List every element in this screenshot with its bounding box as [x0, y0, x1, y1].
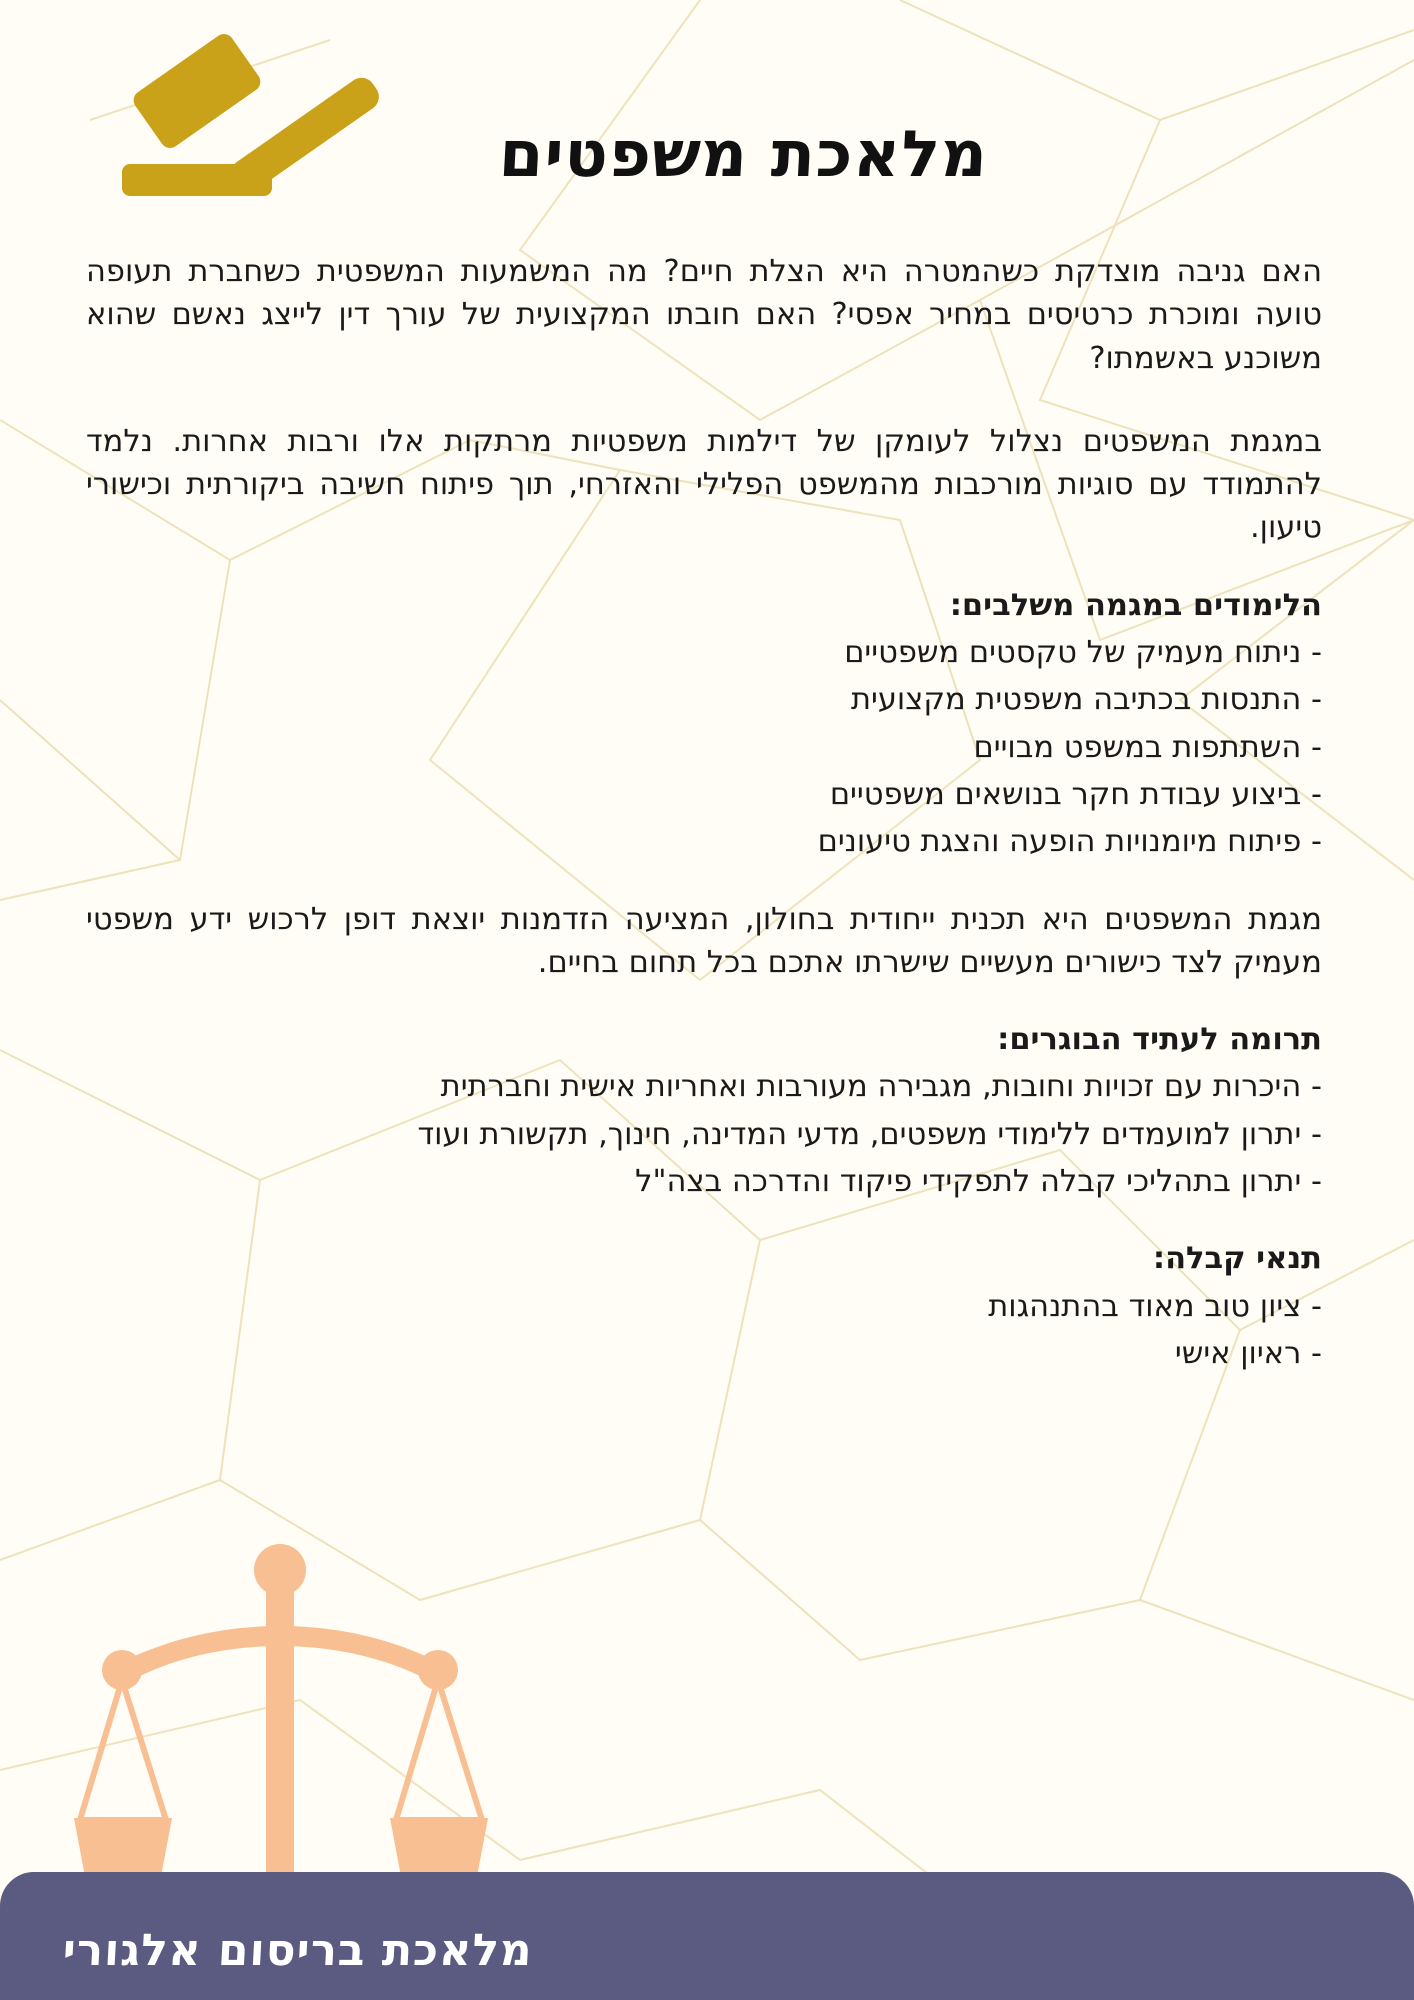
list-item: - יתרון בתהליכי קבלה לתפקידי פיקוד והדרכה בצה"ל [635, 1164, 1322, 1200]
list-item: - השתתפות במשפט מבויים [973, 729, 1322, 765]
intro-paragraph-2: במגמת המשפטים נצלול לעומקן של דילמות משפטיות מרתקות אלו ורבות אחרות. נלמד להתמודד עם סוגיות מורכבות מהמשפט הפלילי והאזרחי, תוך פיתוח חשיבה ביקורתית וכישורי טיעון. [86, 423, 1322, 546]
section-studies [86, 584, 1322, 864]
list-item: - יתרון למועמדים ללימודי משפטים, מדעי המדינה, חינוך, תקשורת ועוד [417, 1116, 1322, 1152]
list-item: - התנסות בכתיבה משפטית מקצועית [850, 682, 1322, 718]
list-item: - ציון טוב מאוד בהתנהגות [988, 1288, 1322, 1324]
poster-footer [0, 1872, 1414, 2000]
page-title: מלאכת משפטים [489, 118, 990, 192]
gavel-icon [100, 22, 400, 222]
list-item: - ניתוח מעמיק של טקסטים משפטיים [844, 635, 1322, 671]
program-paragraph: מגמת המשפטים היא תכנית ייחודית בחולון, המציעה הזדמנות יוצאת דופן לרכוש ידע משפטי מעמיק לצד כישורים מעשיים שישרתו אתכם בכל תחום בחיים. [86, 901, 1322, 980]
section-graduates-heading: תרומה לעתיד הבוגרים: [997, 1022, 1322, 1058]
section-admission-list [86, 1285, 1322, 1376]
intro-paragraph-1: האם גניבה מוצדקת כשהמטרה היא הצלת חיים? מה המשמעות המשפטית כשחברת תעופה טועה ומוכרת כרטיסים במחיר אפסי? האם חובתו המקצועית של עורך דין לייצג נאשם שהוא משוכנע באשמתו? [86, 254, 1322, 376]
poster-content [0, 250, 1414, 1375]
list-item: - היכרות עם זכויות וחובות, מגבירה מעורבות ואחריות אישית וחברתית [440, 1069, 1322, 1105]
section-graduates-list [86, 1065, 1322, 1203]
list-item: - פיתוח מיומנויות הופעה והצגת טיעונים [817, 824, 1322, 860]
section-admission [86, 1237, 1322, 1375]
list-item: - ראיון אישי [1174, 1335, 1322, 1371]
section-studies-heading: הלימודים במגמה משלבים: [949, 587, 1322, 623]
footer-label: מלאכת בריסום אלגורי [56, 1925, 534, 1976]
list-item: - ביצוע עבודת חקר בנושאים משפטיים [829, 776, 1322, 812]
poster-header [0, 0, 1414, 250]
section-studies-list [86, 631, 1322, 863]
section-graduates [86, 1018, 1322, 1203]
section-admission-heading: תנאי קבלה: [1152, 1241, 1322, 1277]
